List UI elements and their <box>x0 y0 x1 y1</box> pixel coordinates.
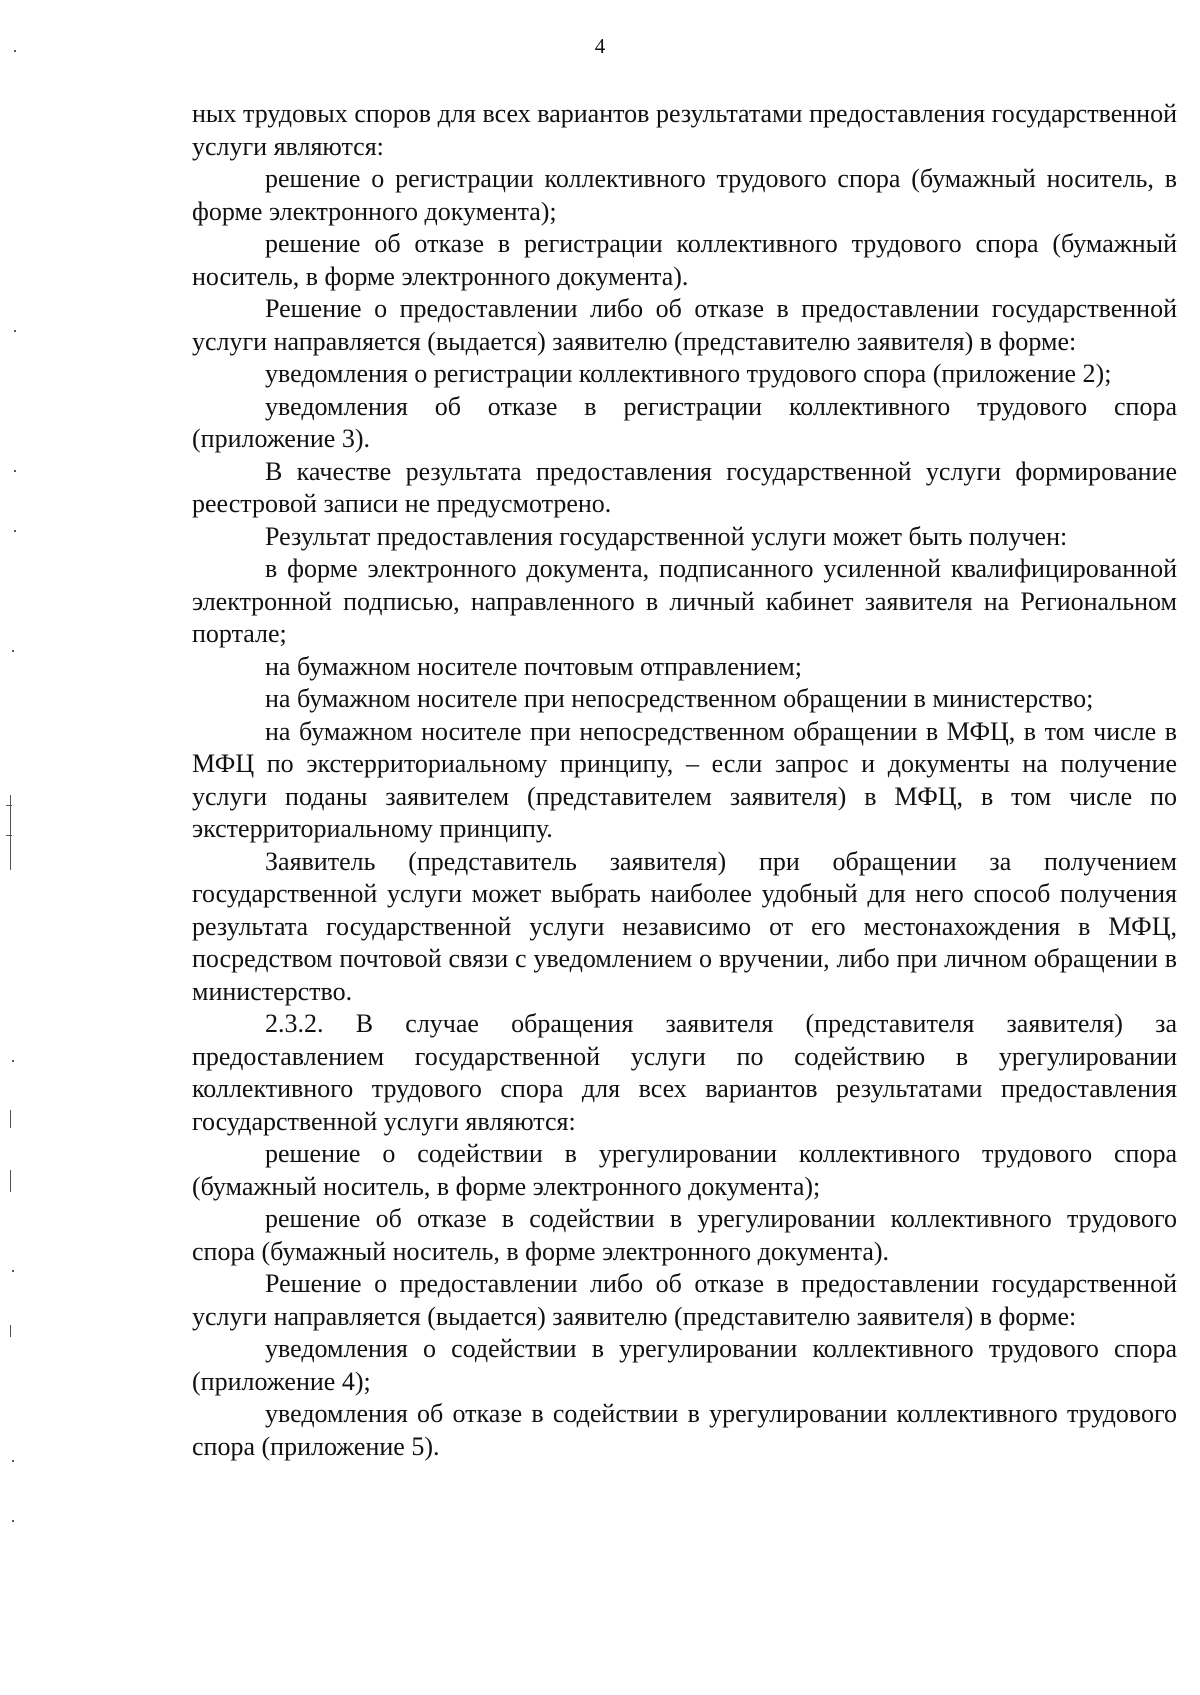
paragraph: В качестве результата предоставления государственной услуги формирование реестровой записи не предусмотрено. <box>192 456 1177 518</box>
paragraph: на бумажном носителе при непосредственном обращении в министерство; <box>265 684 1094 713</box>
scan-margin-marks <box>0 0 60 1695</box>
paragraph: решение о содействии в урегулировании коллективного трудового спора (бумажный носитель, в форме электронного документа); <box>192 1139 1177 1201</box>
paragraph: уведомления об отказе в содействии в урегулировании коллективного трудового спора (приложение 5). <box>192 1399 1177 1461</box>
paragraph: Результат предоставления государственной услуги может быть получен: <box>265 521 1068 551</box>
paragraph: уведомления о регистрации коллективного трудового спора (приложение 2); <box>265 359 1112 388</box>
paragraph: Решение о предоставлении либо об отказе в предоставлении государственной услуги направляется (выдается) заявителю (представителю заявителя) в форме: <box>192 294 1177 356</box>
document-body <box>192 98 1177 1463</box>
paragraph: Заявитель (представитель заявителя) при обращении за получением государственной услуги может выбрать наиболее удобный для него способ получения результата государственной услуги независимо от его местонахождения в МФЦ, посредством почтовой связи с уведомлением о вручении, либо при личном обращении в министерство. <box>192 846 1177 1006</box>
paragraph: на бумажном носителе почтовым отправлением; <box>265 651 802 681</box>
paragraph: в форме электронного документа, подписанного усиленной квалифицированной электронной подписью, направленного в личный кабинет заявителя на Региональном портале; <box>192 554 1177 648</box>
paragraph: Решение о предоставлении либо об отказе в предоставлении государственной услуги направляется (выдается) заявителю (представителю заявителя) в форме: <box>192 1269 1177 1331</box>
paragraph: уведомления об отказе в регистрации коллективного трудового спора (приложение 3). <box>192 391 1177 453</box>
paragraph: решение об отказе в регистрации коллективного трудового спора (бумажный носитель, в форме электронного документа). <box>192 229 1177 291</box>
paragraph: ных трудовых споров для всех вариантов результатами предоставления государственной услуги являются: <box>192 99 1177 161</box>
paragraph: решение об отказе в содействии в урегулировании коллективного трудового спора (бумажный носитель, в форме электронного документа). <box>192 1204 1177 1266</box>
paragraph: уведомления о содействии в урегулировании коллективного трудового спора (приложение 4); <box>192 1334 1177 1396</box>
paragraph: решение о регистрации коллективного трудового спора (бумажный носитель, в форме электронного документа); <box>192 164 1177 226</box>
paragraph: на бумажном носителе при непосредственном обращении в МФЦ, в том числе в МФЦ по экстерриториальному принципу, – если запрос и документы на получение услуги поданы заявителем (представителем заявителя) в МФЦ, в том числе по экстерриториальному принципу. <box>192 716 1177 843</box>
page-number: 4 <box>594 34 606 58</box>
paragraph: 2.3.2. В случае обращения заявителя (представителя заявителя) за предоставлением государственной услуги по содействию в урегулировании коллективного трудового спора для всех вариантов результатами предоставления государственной услуги являются: <box>192 1009 1177 1136</box>
